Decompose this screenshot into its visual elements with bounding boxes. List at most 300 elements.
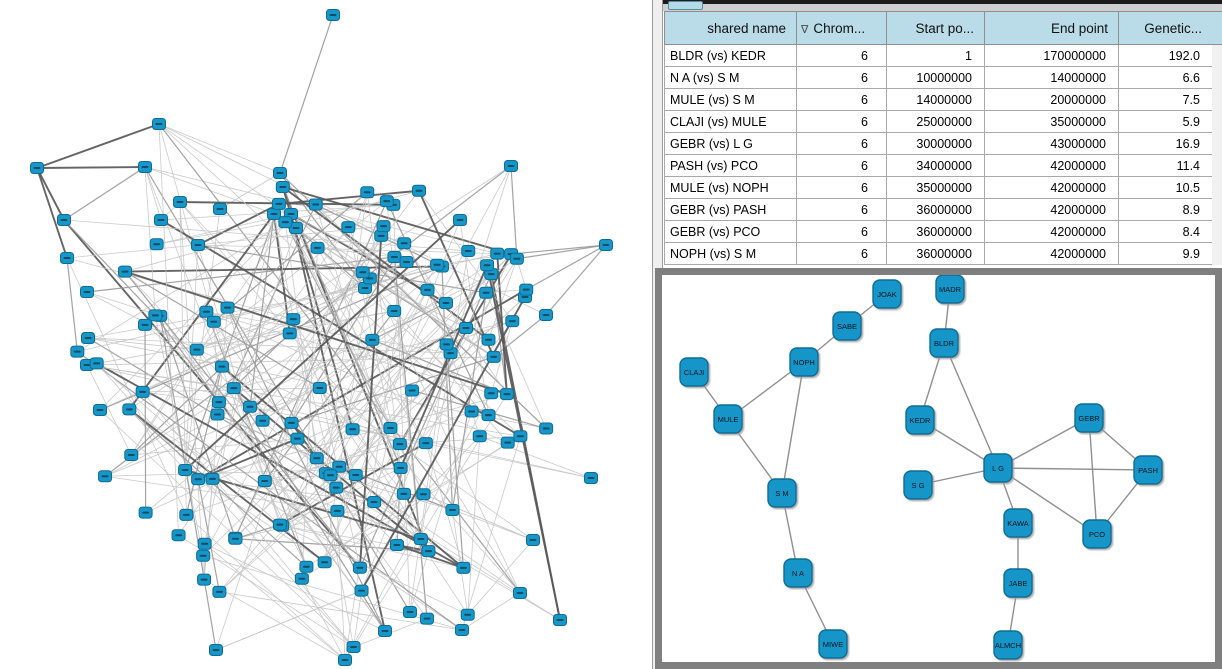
table-cell[interactable]: 6 [797, 111, 887, 133]
network-node[interactable] [198, 538, 211, 549]
node-label-glyph [465, 250, 472, 252]
node-label-glyph [513, 258, 520, 260]
network-node[interactable] [192, 240, 205, 251]
table-row[interactable] [665, 133, 1213, 155]
network-node[interactable] [790, 348, 818, 376]
table-cell[interactable]: 10000000 [887, 67, 985, 89]
table-cell[interactable]: MULE (vs) NOPH [665, 177, 797, 199]
table-cell[interactable]: 7.5 [1119, 89, 1213, 111]
node-label-glyph [93, 362, 100, 364]
network-node[interactable] [480, 287, 493, 298]
network-node[interactable] [356, 267, 369, 278]
network-node[interactable] [327, 10, 340, 21]
column-header-2[interactable]: Start po... [887, 12, 985, 45]
network-node[interactable] [936, 275, 964, 303]
network-node[interactable] [501, 437, 514, 448]
network-node[interactable] [460, 323, 473, 334]
node-label-glyph [214, 414, 221, 416]
network-node[interactable] [768, 479, 796, 507]
network-edge[interactable] [159, 124, 546, 315]
table-cell[interactable]: GEBR (vs) PCO [665, 221, 797, 243]
table-cell[interactable]: 34000000 [887, 155, 985, 177]
network-node[interactable] [229, 533, 242, 544]
node-label-glyph [201, 543, 208, 545]
node-label-glyph [460, 567, 467, 569]
network-node[interactable] [368, 496, 381, 507]
network-node[interactable] [540, 423, 553, 434]
network-node[interactable] [1004, 509, 1032, 537]
node-label-glyph [484, 264, 491, 266]
network-node[interactable] [361, 187, 374, 198]
table-cell[interactable]: 6 [797, 243, 887, 265]
network-node[interactable] [94, 405, 107, 416]
node-label-glyph [485, 339, 492, 341]
network-node[interactable] [119, 266, 132, 277]
network-edge[interactable] [213, 228, 296, 479]
network-node[interactable] [153, 119, 166, 130]
network-node[interactable] [420, 613, 433, 624]
network-node[interactable] [600, 240, 613, 251]
table-cell[interactable]: 14000000 [887, 89, 985, 111]
table-cell[interactable]: 16.9 [1119, 133, 1213, 155]
node-label-glyph [61, 219, 68, 221]
network-node[interactable] [211, 409, 224, 420]
network-node[interactable] [540, 310, 553, 321]
node-label-glyph [128, 454, 135, 456]
network-node[interactable] [58, 215, 71, 226]
node-label-glyph [64, 257, 71, 259]
network-node[interactable] [554, 615, 567, 626]
table-row[interactable] [665, 243, 1213, 265]
network-node[interactable] [520, 284, 533, 295]
node-label-glyph [523, 289, 530, 291]
network-node[interactable] [174, 197, 187, 208]
network-node[interactable] [585, 473, 598, 484]
node-label-glyph [230, 387, 237, 389]
node-label-glyph [152, 314, 159, 316]
network-node[interactable] [453, 215, 466, 226]
node-label-glyph [158, 219, 165, 221]
table-cell[interactable]: GEBR (vs) L G [665, 133, 797, 155]
network-node[interactable] [180, 509, 193, 520]
network-node[interactable] [243, 401, 256, 412]
node-label-glyph [210, 321, 217, 323]
table-row[interactable] [665, 221, 1213, 243]
table-cell[interactable]: CLAJI (vs) MULE [665, 111, 797, 133]
svg-text:JOAK: JOAK [877, 290, 897, 299]
network-node[interactable] [139, 162, 152, 173]
network-node[interactable] [285, 417, 298, 428]
network-node[interactable] [200, 306, 213, 317]
network-node[interactable] [390, 540, 403, 551]
node-label-glyph [382, 630, 389, 632]
network-edge[interactable] [37, 167, 145, 168]
network-node[interactable] [714, 405, 742, 433]
network-node[interactable] [431, 259, 444, 270]
small-network-canvas[interactable] [655, 268, 1222, 669]
table-cell[interactable]: 14000000 [985, 67, 1119, 89]
table-cell[interactable]: 30000000 [887, 133, 985, 155]
network-node[interactable] [527, 535, 540, 546]
network-node[interactable] [393, 439, 406, 450]
network-node[interactable] [139, 507, 152, 518]
table-cell[interactable]: 6.6 [1119, 67, 1213, 89]
network-node[interactable] [394, 462, 407, 473]
network-node[interactable] [419, 438, 432, 449]
column-header-4[interactable]: Genetic... [1119, 12, 1213, 45]
node-label-glyph [543, 428, 550, 430]
node-label-glyph [378, 235, 385, 237]
network-node[interactable] [355, 585, 368, 596]
network-node[interactable] [873, 280, 901, 308]
node-label-glyph [434, 264, 441, 266]
node-label-glyph [142, 324, 149, 326]
network-node[interactable] [179, 464, 192, 475]
network-node[interactable] [473, 431, 486, 442]
network-node[interactable] [256, 415, 269, 426]
table-row[interactable] [665, 45, 1213, 67]
table-cell[interactable]: 43000000 [985, 133, 1119, 155]
table-cell[interactable]: 25000000 [887, 111, 985, 133]
network-edge[interactable] [320, 388, 533, 540]
network-node[interactable] [227, 383, 240, 394]
table-cell[interactable]: 42000000 [985, 199, 1119, 221]
network-node[interactable] [272, 198, 285, 209]
table-cell[interactable]: 8.9 [1119, 199, 1213, 221]
table-filler-header [1212, 12, 1222, 45]
network-edge[interactable] [37, 168, 64, 220]
svg-text:NOPH: NOPH [793, 358, 815, 367]
network-node[interactable] [984, 454, 1012, 482]
network-node[interactable] [258, 475, 271, 486]
network-node[interactable] [207, 316, 220, 327]
network-node[interactable] [90, 358, 103, 369]
network-edge[interactable] [462, 436, 520, 630]
network-edge[interactable] [37, 168, 67, 258]
table-cell[interactable]: PASH (vs) PCO [665, 155, 797, 177]
node-label-glyph [201, 579, 208, 581]
network-node[interactable] [215, 361, 228, 372]
network-node[interactable] [313, 383, 326, 394]
network-node[interactable] [81, 287, 94, 298]
table-cell[interactable]: 6 [797, 177, 887, 199]
network-node[interactable] [99, 471, 112, 482]
network-node[interactable] [190, 344, 203, 355]
network-node[interactable] [82, 333, 95, 344]
table-cell[interactable]: 36000000 [887, 243, 985, 265]
network-node[interactable] [456, 625, 469, 636]
table-cell[interactable]: 36000000 [887, 199, 985, 221]
table-cell[interactable]: 1 [887, 45, 985, 67]
network-node[interactable] [155, 215, 168, 226]
network-edge[interactable] [511, 166, 517, 259]
network-node[interactable] [324, 470, 337, 481]
network-node[interactable] [461, 609, 474, 620]
column-header-0[interactable]: shared name [665, 12, 797, 45]
network-node[interactable] [71, 346, 84, 357]
network-node[interactable] [206, 473, 219, 484]
network-node[interactable] [295, 573, 308, 584]
network-node[interactable] [213, 586, 226, 597]
network-node[interactable] [221, 302, 234, 313]
network-node[interactable] [514, 588, 527, 599]
node-label-glyph [603, 244, 610, 246]
network-node[interactable] [462, 245, 475, 256]
network-node[interactable] [197, 550, 210, 561]
table-cell[interactable]: 35000000 [985, 111, 1119, 133]
table-cell[interactable]: 8.4 [1119, 221, 1213, 243]
network-edge[interactable] [145, 167, 161, 220]
node-label-glyph [261, 480, 268, 482]
network-edge[interactable] [64, 167, 145, 220]
network-node[interactable] [1134, 456, 1162, 484]
small-network-panel [655, 268, 1222, 669]
attribute-table [664, 11, 1213, 265]
node-label-glyph [139, 391, 146, 393]
table-cell[interactable]: 170000000 [985, 45, 1119, 67]
network-node[interactable] [309, 199, 322, 210]
node-label-glyph [383, 200, 390, 202]
network-node[interactable] [125, 450, 138, 461]
network-edge[interactable] [280, 15, 333, 173]
network-node[interactable] [440, 298, 453, 309]
network-node[interactable] [192, 474, 205, 485]
table-cell[interactable]: 35000000 [887, 177, 985, 199]
network-edge[interactable] [145, 325, 146, 513]
network-node[interactable] [784, 559, 812, 587]
network-node[interactable] [61, 253, 74, 264]
column-header-1[interactable]: ∇ Chrom... [797, 12, 887, 45]
table-row[interactable] [665, 177, 1213, 199]
table-cell[interactable]: 192.0 [1119, 45, 1213, 67]
network-node[interactable] [380, 196, 393, 207]
network-node[interactable] [406, 385, 419, 396]
network-edge[interactable] [216, 591, 362, 650]
network-node[interactable] [487, 351, 500, 362]
network-node[interactable] [510, 253, 523, 264]
network-node[interactable] [465, 406, 478, 417]
svg-text:SABE: SABE [836, 322, 858, 331]
table-cell[interactable]: 20000000 [985, 89, 1119, 111]
network-node[interactable] [514, 431, 527, 442]
network-node[interactable] [440, 339, 453, 350]
node-label-glyph [396, 443, 403, 445]
svg-text:MULE: MULE [717, 415, 739, 424]
node-label-glyph [330, 14, 337, 16]
network-node[interactable] [349, 469, 362, 480]
network-node[interactable] [1083, 520, 1111, 548]
network-node[interactable] [994, 631, 1022, 659]
network-node[interactable] [384, 423, 397, 434]
network-node[interactable] [149, 310, 162, 321]
network-node[interactable] [214, 204, 227, 215]
network-node[interactable] [339, 655, 352, 666]
table-cell[interactable]: 42000000 [985, 221, 1119, 243]
network-node[interactable] [318, 557, 331, 568]
network-node[interactable] [150, 239, 163, 250]
node-label-glyph [195, 478, 202, 480]
network-node[interactable] [904, 471, 932, 499]
network-node[interactable] [1075, 404, 1103, 432]
network-edge[interactable] [131, 439, 297, 455]
network-node[interactable] [491, 248, 504, 259]
node-label-glyph [371, 501, 378, 503]
node-label-glyph [422, 442, 429, 444]
network-node[interactable] [300, 561, 313, 572]
network-node[interactable] [212, 397, 225, 408]
network-node[interactable] [346, 424, 359, 435]
network-node[interactable] [136, 386, 149, 397]
network-node[interactable] [481, 260, 494, 271]
network-node[interactable] [413, 185, 426, 196]
network-edge[interactable] [67, 258, 77, 352]
node-label-glyph [259, 420, 266, 422]
network-node[interactable] [930, 329, 958, 357]
network-node[interactable] [482, 410, 495, 421]
table-cell[interactable]: 6 [797, 221, 887, 243]
network-node[interactable] [353, 562, 366, 573]
network-node[interactable] [1004, 569, 1032, 597]
network-node[interactable] [311, 242, 324, 253]
network-node[interactable] [198, 574, 211, 585]
network-node[interactable] [505, 161, 518, 172]
svg-text:KAWA: KAWA [1007, 519, 1029, 528]
network-node[interactable] [485, 388, 498, 399]
network-node[interactable] [310, 453, 323, 464]
table-cell[interactable]: 36000000 [887, 221, 985, 243]
network-node[interactable] [422, 546, 435, 557]
network-node[interactable] [446, 505, 459, 516]
column-header-3[interactable]: End point [985, 12, 1119, 45]
node-label-glyph [407, 611, 414, 613]
network-node[interactable] [421, 284, 434, 295]
network-node[interactable] [506, 316, 519, 327]
network-edge[interactable] [64, 220, 155, 315]
table-cell[interactable]: 6 [797, 199, 887, 221]
node-label-glyph [509, 320, 516, 322]
node-label-glyph [195, 244, 202, 246]
network-node[interactable] [819, 630, 847, 658]
table-cell[interactable]: GEBR (vs) PASH [665, 199, 797, 221]
table-cell[interactable]: 42000000 [985, 155, 1119, 177]
network-node[interactable] [457, 562, 470, 573]
network-node[interactable] [268, 209, 281, 220]
network-node[interactable] [279, 217, 292, 228]
filter-funnel-icon[interactable]: ∇ [801, 23, 809, 36]
network-edge[interactable] [306, 436, 520, 566]
table-cell[interactable]: 6 [797, 155, 887, 177]
table-panel-tab[interactable] [668, 1, 703, 10]
network-node[interactable] [388, 252, 401, 263]
network-node[interactable] [833, 312, 861, 340]
network-node[interactable] [680, 358, 708, 386]
node-label-glyph [485, 414, 492, 416]
network-edge[interactable] [998, 468, 1148, 470]
node-label-glyph [216, 591, 223, 593]
network-node[interactable] [366, 334, 379, 345]
network-node[interactable] [330, 482, 343, 493]
node-label-glyph [400, 493, 407, 495]
network-node[interactable] [906, 406, 934, 434]
node-label-glyph [246, 406, 253, 408]
table-cell[interactable]: 6 [797, 133, 887, 155]
network-edge[interactable] [1089, 418, 1097, 534]
network-node[interactable] [347, 642, 360, 653]
network-node[interactable] [398, 238, 411, 249]
network-node[interactable] [400, 257, 413, 268]
table-cell[interactable]: 6 [797, 89, 887, 111]
svg-text:KEDR: KEDR [909, 416, 931, 425]
network-node[interactable] [342, 222, 355, 233]
table-cell[interactable]: NOPH (vs) S M [665, 243, 797, 265]
network-node[interactable] [276, 182, 289, 193]
table-row[interactable] [665, 155, 1213, 177]
node-label-glyph [425, 550, 432, 552]
network-node[interactable] [31, 163, 44, 174]
node-label-glyph [543, 314, 550, 316]
table-row[interactable] [665, 89, 1213, 111]
network-node[interactable] [210, 645, 223, 656]
node-label-glyph [74, 351, 81, 353]
table-cell[interactable]: N A (vs) S M [665, 67, 797, 89]
network-node[interactable] [404, 607, 417, 618]
network-node[interactable] [273, 519, 286, 530]
table-row[interactable] [665, 67, 1213, 89]
table-cell[interactable]: 42000000 [985, 177, 1119, 199]
table-row[interactable] [665, 111, 1213, 133]
network-node[interactable] [388, 305, 401, 316]
network-node[interactable] [172, 530, 185, 541]
network-node[interactable] [379, 626, 392, 637]
network-node[interactable] [291, 433, 304, 444]
network-edge[interactable] [782, 362, 804, 493]
table-cell[interactable]: 10.5 [1119, 177, 1213, 199]
table-cell[interactable]: 6 [797, 45, 887, 67]
network-edge[interactable] [546, 245, 606, 315]
network-node[interactable] [274, 168, 287, 179]
table-row[interactable] [665, 199, 1213, 221]
table-cell[interactable]: MULE (vs) S M [665, 89, 797, 111]
node-label-glyph [85, 337, 92, 339]
network-edge[interactable] [944, 343, 998, 468]
table-cell[interactable]: 42000000 [985, 243, 1119, 265]
table-cell[interactable]: 5.9 [1119, 111, 1213, 133]
table-cell[interactable]: 9.9 [1119, 243, 1213, 265]
table-cell[interactable]: BLDR (vs) KEDR [665, 45, 797, 67]
network-node[interactable] [283, 328, 296, 339]
node-label-glyph [217, 208, 224, 210]
svg-text:ALMCH: ALMCH [994, 641, 1022, 650]
network-edge[interactable] [204, 479, 212, 580]
table-cell[interactable]: 11.4 [1119, 155, 1213, 177]
node-label-glyph [333, 487, 340, 489]
network-edge[interactable] [468, 436, 480, 615]
network-node[interactable] [397, 488, 410, 499]
node-label-glyph [522, 296, 529, 298]
node-label-glyph [294, 438, 301, 440]
network-node[interactable] [139, 319, 152, 330]
table-cell[interactable]: 6 [797, 67, 887, 89]
network-node[interactable] [482, 334, 495, 345]
network-node[interactable] [123, 404, 136, 415]
network-node[interactable] [331, 505, 344, 516]
network-node[interactable] [417, 489, 430, 500]
network-node[interactable] [414, 533, 427, 544]
network-node[interactable] [377, 221, 390, 232]
network-node[interactable] [500, 389, 513, 400]
network-node[interactable] [287, 314, 300, 325]
table-panel [663, 0, 1222, 266]
